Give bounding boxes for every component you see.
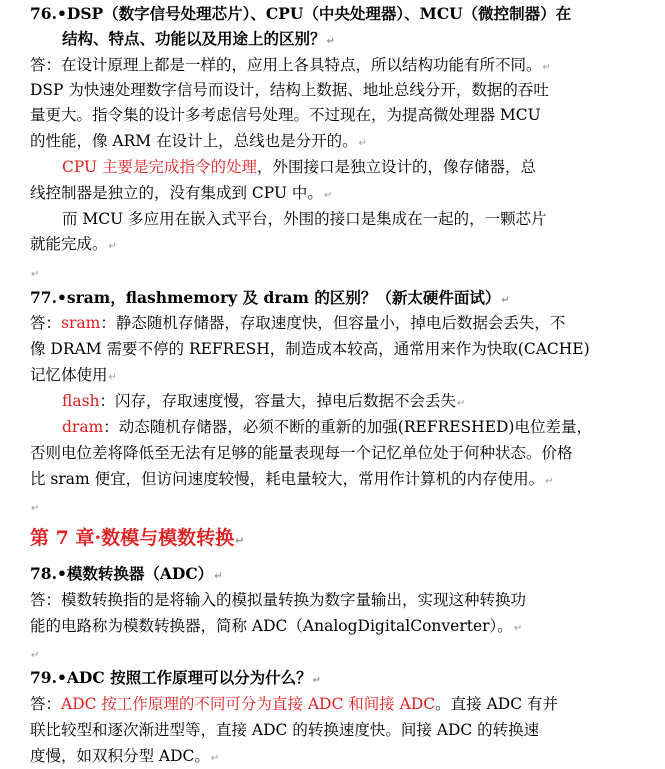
q79-text-line: 度慢，如双积分型 ADC。↵ <box>30 747 220 765</box>
q76-text-line: DSP 为快速处理数字信号而设计，结构上数据、地址总线分开，数据的吞吐 <box>30 81 549 99</box>
q78-title: 78.•模数转换器（ADC）↵ <box>30 564 223 583</box>
q79-text-line: 联比较型和逐次渐进型等，直接 ADC 的转换速度快。间接 ADC 的转换速 <box>30 721 540 739</box>
q76-text-line: 的性能，像 ARM 在设计上，总线也是分开的。↵ <box>30 132 367 150</box>
highlight-red-text: ADC 按工作原理的不同可分为直接 ADC 和间接 ADC <box>61 695 436 713</box>
q77-text-line: 记忆体使用↵ <box>30 366 117 384</box>
q77-text-line: 比 sram 便宜，但访问速度较慢，耗电量较大，常用作计算机的内存使用。↵ <box>30 470 554 488</box>
q76-text-line: 量更大。指令集的设计多考虑信号处理。不过现在，为提高微处理器 MCU <box>30 106 541 124</box>
q77-title: 77.•sram，flashmemory 及 dram 的区别？（新太硬件面试）↵ <box>30 288 510 307</box>
q77-text-line: 否则电位差将降低至无法有足够的能量表现每一个记忆单位处于何种状态。价格 <box>30 444 573 462</box>
q76-mcu-line: 而 MCU 多应用在嵌入式平台，外围的接口是集成在一起的，一颗芯片 <box>62 210 547 228</box>
paragraph-mark: ↵ <box>326 36 335 47</box>
q77-text-line: 像 DRAM 需要不停的 REFRESH，制造成本较高，通常用来作为快取(CACHE) <box>30 340 590 358</box>
q78-answer-line: 答：模数转换指的是将输入的模拟量转换为数字量输出，实现这种转换功 <box>30 591 527 609</box>
q77-dram-line: dram：动态随机存储器，必须不断的重新的加强(REFRESHED)电位差量， <box>62 418 592 436</box>
q78-text-line: 能的电路称为模数转换器，简称 ADC（AnalogDigitalConverter）。↵ <box>30 617 523 635</box>
q76-text-line: 就能完成。↵ <box>30 235 117 253</box>
highlight-red-text: CPU 主要是完成指令的处理 <box>62 158 258 176</box>
keyword-sram: sram <box>61 314 101 332</box>
q79-answer-line: 答：ADC 按工作原理的不同可分为直接 ADC 和间接 ADC。直接 ADC 有并 <box>30 695 559 713</box>
q76-text-line: 线控制器是独立的，没有集成到 CPU 中。↵ <box>30 184 333 202</box>
keyword-flash: flash <box>62 392 100 410</box>
q79-title: 79.•ADC 按照工作原理可以分为什么？↵ <box>30 668 321 687</box>
empty-line: ↵ <box>31 650 40 661</box>
q76-title-line-1: 76.•DSP（数字信号处理芯片）、CPU（中央处理器）、MCU（微控制器）在 <box>30 4 572 23</box>
q76-answer-line: 答：在设计原理上都是一样的，应用上各具特点，所以结构功能有所不同。↵ <box>30 56 551 74</box>
q77-answer-line: 答：sram：静态随机存储器，存取速度快，但容量小，掉电后数据会丢失，不 <box>30 314 566 332</box>
keyword-dram: dram <box>62 418 104 436</box>
empty-line: ↵ <box>31 503 40 514</box>
q76-cpu-line: CPU 主要是完成指令的处理，外围接口是独立设计的，像存储器，总 <box>62 158 537 176</box>
q76-title-line-2: 结构、特点、功能以及用途上的区别？↵ <box>62 29 335 48</box>
q77-flash-line: flash：闪存，存取速度慢，容量大，掉电后数据不会丢失↵ <box>62 392 466 410</box>
empty-line: ↵ <box>31 269 40 280</box>
chapter-heading: 第 7 章·数模与模数转换↵ <box>30 527 245 549</box>
